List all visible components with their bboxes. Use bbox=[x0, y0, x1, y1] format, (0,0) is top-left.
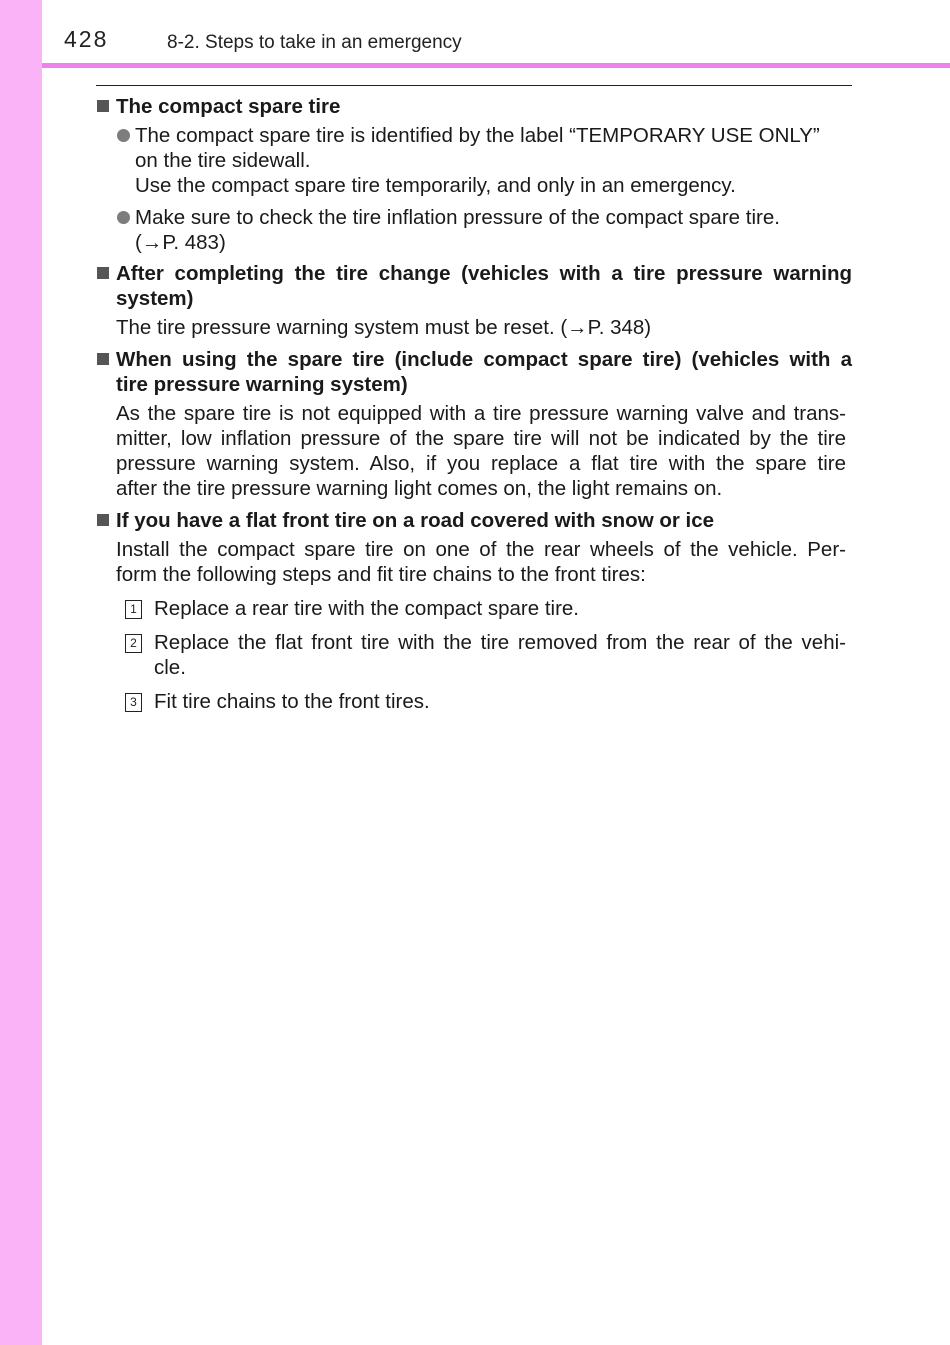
bullet-text: (→P. 483) bbox=[135, 231, 226, 254]
section-title: 8-2. Steps to take in an emergency bbox=[167, 32, 462, 53]
step-number-box: 3 bbox=[125, 693, 142, 712]
bullet-text: The compact spare tire is identified by the label “TEMPORARY USE ONLY” bbox=[135, 124, 820, 147]
step-text: Fit tire chains to the front tires. bbox=[154, 690, 430, 713]
square-bullet-icon bbox=[97, 514, 109, 526]
square-bullet-icon bbox=[97, 100, 109, 112]
section-heading: If you have a flat front tire on a road covered with snow or ice bbox=[116, 509, 715, 532]
circle-bullet-icon bbox=[117, 129, 130, 142]
section-heading: tire pressure warning system) bbox=[116, 373, 408, 396]
section-heading: When using the spare tire (include compact spare tire) (vehicles with a bbox=[116, 348, 852, 371]
section-heading: The compact spare tire bbox=[116, 95, 341, 118]
square-bullet-icon bbox=[97, 267, 109, 279]
paragraph-line: Install the compact spare tire on one of the rear wheels of the vehicle. Per- bbox=[116, 538, 846, 561]
paragraph-line: As the spare tire is not equipped with a tire pressure warning valve and trans- bbox=[116, 402, 846, 425]
step-text: Replace the flat front tire with the tire removed from the rear of the vehi- bbox=[154, 631, 846, 654]
step-text: Replace a rear tire with the compact spare tire. bbox=[154, 597, 579, 620]
step-text: cle. bbox=[154, 656, 186, 679]
section-heading: After completing the tire change (vehicles with a tire pressure warning bbox=[116, 262, 852, 285]
paragraph-line: after the tire pressure warning light comes on, the light remains on. bbox=[116, 477, 723, 500]
paragraph-line: The tire pressure warning system must be reset. (→P. 348) bbox=[116, 316, 652, 339]
circle-bullet-icon bbox=[117, 211, 130, 224]
page-number: 428 bbox=[64, 26, 109, 52]
paragraph-line: form the following steps and fit tire chains to the front tires: bbox=[116, 563, 646, 586]
step-number-box: 2 bbox=[125, 634, 142, 653]
bullet-text: Use the compact spare tire temporarily, and only in an emergency. bbox=[135, 174, 736, 197]
square-bullet-icon bbox=[97, 353, 109, 365]
paragraph-line: pressure warning system. Also, if you replace a flat tire with the spare tire bbox=[116, 452, 846, 475]
bullet-text: on the tire sidewall. bbox=[135, 149, 311, 172]
paragraph-line: mitter, low inflation pressure of the spare tire will not be indicated by the tire bbox=[116, 427, 846, 450]
bullet-text: Make sure to check the tire inflation pressure of the compact spare tire. bbox=[135, 206, 780, 229]
section-heading: system) bbox=[116, 287, 194, 310]
step-number-box: 1 bbox=[125, 600, 142, 619]
